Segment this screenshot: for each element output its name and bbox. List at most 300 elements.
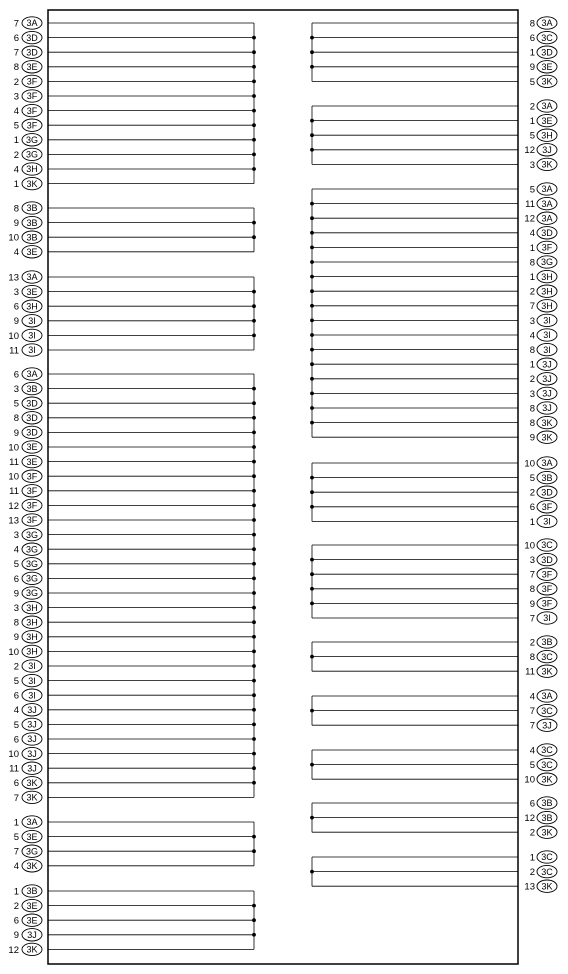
pin-number: 4	[13, 705, 19, 717]
connector-row	[310, 270, 557, 283]
pin-number: 8	[13, 617, 19, 629]
connector-code: 3G	[25, 846, 39, 857]
junction-dot	[310, 406, 314, 410]
connector-row	[14, 572, 256, 585]
junction-dot	[310, 289, 314, 293]
connector-row	[310, 402, 557, 415]
connector-code: 3D	[541, 554, 553, 565]
pin-number: 6	[13, 301, 19, 313]
junction-dot	[252, 167, 256, 171]
connector-row	[14, 177, 254, 190]
connector-code: 3F	[26, 105, 38, 116]
junction-dot	[252, 94, 256, 98]
connector-code: 3A	[26, 817, 38, 828]
pin-number: 7	[13, 47, 19, 59]
connector-group	[310, 690, 557, 732]
connector-code: 3A	[26, 272, 38, 283]
connector-row	[8, 943, 254, 956]
pin-number: 5	[13, 676, 19, 687]
pin-number: 10	[524, 540, 535, 552]
connector-code: 3E	[26, 62, 38, 72]
junction-dot	[310, 333, 314, 337]
pin-number: 7	[529, 569, 535, 581]
connector-code: 3A	[541, 198, 553, 209]
connector-code: 3F	[541, 502, 553, 512]
junction-dot	[252, 650, 256, 654]
pin-number: 2	[13, 76, 19, 88]
connector-code: 3A	[541, 213, 553, 224]
pin-number: 3	[13, 384, 19, 395]
connector-code: 3F	[541, 569, 553, 580]
pin-number: 11	[9, 457, 19, 468]
connector-code: 3E	[26, 900, 38, 911]
junction-dot	[252, 723, 256, 727]
pin-number: 1	[13, 886, 19, 898]
connector-row	[310, 285, 557, 298]
connector-code: 3J	[27, 930, 37, 940]
junction-dot	[310, 362, 314, 366]
connector-code: 3F	[541, 242, 553, 253]
connector-code: 3D	[26, 47, 38, 58]
connector-code: 3H	[26, 632, 38, 642]
connector-row	[310, 256, 557, 269]
connector-row	[14, 163, 256, 176]
connector-row	[14, 543, 256, 556]
connector-row	[14, 674, 256, 687]
connector-row	[310, 46, 557, 59]
connector-code: 3E	[26, 831, 38, 842]
connector-code: 3E	[26, 915, 38, 926]
junction-dot	[310, 246, 314, 250]
connector-row	[14, 300, 256, 313]
pin-number: 4	[529, 330, 535, 342]
junction-dot	[252, 577, 256, 581]
connector-row	[310, 387, 557, 400]
junction-dot	[252, 109, 256, 113]
connector-code: 3C	[541, 705, 553, 716]
junction-dot	[310, 421, 314, 425]
pin-number: 5	[13, 398, 19, 410]
pin-number: 9	[13, 930, 19, 942]
connector-code: 3G	[25, 544, 39, 555]
pin-number: 6	[529, 33, 535, 44]
pin-number: 10	[8, 646, 19, 658]
pin-number: 2	[13, 661, 19, 673]
junction-dot	[310, 763, 314, 767]
connector-code: 3H	[541, 301, 553, 311]
connector-code: 3I	[28, 690, 36, 701]
pin-number: 4	[13, 544, 19, 556]
connector-code: 3B	[26, 203, 38, 214]
pin-number: 11	[9, 345, 19, 357]
connector-row	[8, 499, 255, 512]
junction-dot	[252, 123, 256, 127]
junction-dot	[252, 304, 256, 308]
junction-dot	[310, 348, 314, 352]
pin-number: 3	[13, 91, 19, 103]
pin-number: 8	[529, 584, 535, 596]
connector-row	[312, 431, 557, 444]
pin-number: 2	[529, 487, 535, 499]
pin-number: 6	[529, 798, 535, 810]
connector-row	[310, 329, 557, 342]
connector-code: 3K	[541, 827, 553, 838]
pin-number: 12	[8, 944, 19, 956]
connector-row	[9, 344, 254, 357]
panel-frame	[48, 10, 518, 964]
connector-code: 3H	[26, 164, 38, 175]
connector-group	[310, 636, 557, 678]
pin-number: 2	[529, 374, 535, 386]
pin-number: 7	[13, 18, 19, 30]
connector-row	[14, 791, 254, 804]
pin-number: 7	[529, 613, 535, 625]
connector-row	[14, 61, 256, 74]
connector-code: 3I	[28, 345, 36, 356]
pin-number: 12	[524, 813, 535, 824]
pin-number: 4	[13, 164, 19, 176]
connector-code: 3J	[542, 720, 552, 731]
connector-code: 3H	[26, 617, 38, 628]
connector-code: 3F	[26, 91, 38, 102]
pin-number: 5	[13, 559, 19, 571]
connector-row	[14, 587, 256, 600]
pin-number: 5	[529, 760, 535, 771]
left-connector-groups	[8, 17, 255, 956]
connector-code: 3A	[541, 691, 553, 702]
connector-row	[310, 758, 557, 771]
junction-dot	[252, 334, 256, 338]
connector-code: 3A	[26, 18, 38, 29]
connector-row	[310, 583, 557, 596]
junction-dot	[252, 606, 256, 610]
connector-code: 3H	[26, 301, 38, 312]
junction-dot	[310, 319, 314, 323]
junction-dot	[252, 620, 256, 624]
connector-code: 3I	[28, 316, 36, 326]
connector-code: 3D	[26, 32, 38, 43]
connector-row	[14, 914, 256, 927]
connector-code: 3D	[26, 413, 38, 423]
pin-number: 1	[529, 242, 535, 254]
connector-code: 3K	[541, 76, 553, 87]
connector-row	[14, 601, 256, 614]
connector-code: 3J	[542, 374, 552, 384]
connector-row	[310, 597, 557, 610]
connector-group	[310, 183, 557, 444]
pin-number: 2	[529, 101, 535, 113]
connector-code: 3F	[541, 584, 553, 594]
connector-code: 3I	[28, 675, 36, 686]
connector-row	[310, 358, 557, 371]
pin-number: 6	[13, 369, 19, 381]
connector-code: 3B	[26, 383, 38, 394]
connector-row	[310, 31, 557, 44]
connector-row	[14, 777, 256, 790]
junction-dot	[252, 221, 256, 225]
pin-number: 8	[529, 18, 535, 30]
pin-number: 6	[13, 778, 19, 790]
connector-code: 3A	[541, 101, 553, 112]
connector-code: 3C	[541, 540, 553, 551]
connector-group	[8, 885, 255, 956]
connector-row	[310, 129, 557, 142]
connector-code: 3J	[27, 748, 37, 759]
connector-code: 3C	[541, 852, 553, 863]
connector-row	[14, 31, 256, 44]
connector-row	[14, 631, 256, 644]
connector-row	[14, 285, 256, 298]
connector-group	[14, 17, 256, 190]
connector-code: 3C	[541, 651, 553, 662]
connector-code: 3I	[28, 330, 36, 341]
connector-row	[310, 61, 557, 74]
connector-code: 3E	[541, 115, 553, 126]
junction-dot	[252, 664, 256, 668]
pin-number: 3	[13, 530, 19, 541]
connector-code: 3J	[542, 403, 552, 414]
connector-code: 3J	[27, 763, 37, 774]
connector-row	[9, 485, 256, 498]
pin-number: 4	[13, 861, 19, 873]
pin-number: 8	[529, 652, 535, 663]
junction-dot	[252, 387, 256, 391]
connector-row	[14, 860, 254, 873]
junction-dot	[252, 904, 256, 908]
connector-row	[312, 719, 557, 732]
connector-code: 3J	[542, 145, 552, 155]
connector-row	[14, 899, 256, 912]
junction-dot	[252, 474, 256, 478]
pin-number: 11	[525, 199, 535, 210]
connector-row	[312, 100, 557, 113]
connector-row	[14, 412, 256, 425]
connector-row	[14, 246, 254, 259]
junction-dot	[252, 752, 256, 756]
pin-number: 8	[529, 257, 535, 269]
junction-dot	[252, 445, 256, 449]
pin-number: 10	[8, 442, 19, 454]
connector-row	[8, 441, 255, 454]
connector-code: 3D	[26, 398, 38, 409]
connector-group	[310, 17, 557, 88]
connector-code: 3I	[543, 330, 551, 341]
pin-number: 10	[8, 330, 19, 342]
connector-code: 3G	[25, 573, 39, 584]
connector-row	[312, 797, 557, 810]
connector-row	[8, 231, 255, 244]
connector-code: 3K	[26, 861, 38, 871]
connector-code: 3D	[541, 487, 553, 498]
connector-code: 3F	[26, 471, 38, 482]
connector-row	[312, 183, 557, 196]
pin-number: 9	[13, 316, 19, 328]
pin-number: 4	[13, 106, 19, 117]
pin-number: 11	[9, 763, 19, 775]
pin-number: 9	[529, 598, 535, 610]
junction-dot	[310, 216, 314, 220]
pin-number: 5	[529, 184, 535, 196]
connector-code: 3K	[541, 159, 553, 170]
connector-row	[312, 515, 557, 528]
pin-number: 10	[524, 458, 535, 470]
connector-row	[14, 90, 256, 103]
connector-row	[310, 343, 557, 356]
connector-code: 3D	[541, 228, 553, 238]
connector-code: 3K	[541, 432, 553, 443]
connector-row	[8, 747, 255, 760]
pin-number: 1	[529, 516, 535, 528]
pin-number: 7	[13, 792, 19, 804]
connector-code: 3D	[26, 427, 38, 438]
connector-group	[8, 271, 255, 357]
connector-row	[310, 811, 557, 824]
connector-row	[310, 416, 557, 429]
connector-row	[14, 75, 256, 88]
pin-number: 10	[524, 774, 535, 786]
connector-row	[14, 660, 256, 673]
pin-number: 10	[8, 749, 19, 760]
pin-number: 7	[529, 720, 535, 732]
connector-row	[310, 197, 557, 210]
connector-code: 3E	[26, 456, 38, 467]
junction-dot	[252, 65, 256, 69]
pin-number: 2	[13, 149, 19, 161]
connector-code: 3K	[26, 178, 38, 189]
connector-row	[8, 329, 255, 342]
pin-number: 8	[529, 418, 535, 429]
junction-dot	[310, 275, 314, 279]
pin-number: 4	[529, 691, 535, 703]
junction-dot	[310, 587, 314, 591]
connector-row	[14, 368, 254, 381]
connector-row	[310, 114, 557, 127]
connector-row	[310, 568, 557, 581]
connector-row	[8, 271, 254, 284]
connector-code: 3H	[26, 602, 38, 613]
connector-row	[14, 689, 256, 702]
connector-row	[14, 382, 256, 395]
pin-number: 11	[9, 486, 19, 498]
pin-number: 13	[8, 272, 19, 284]
junction-dot	[310, 304, 314, 308]
connector-group	[310, 851, 557, 893]
pin-number: 1	[529, 116, 535, 127]
connector-row	[14, 119, 256, 132]
connector-code: 3A	[541, 18, 553, 29]
connector-code: 3J	[27, 705, 37, 715]
junction-dot	[252, 36, 256, 40]
pin-number: 8	[13, 62, 19, 74]
connector-code: 3K	[26, 792, 38, 803]
connector-code: 3K	[541, 774, 553, 785]
pin-number: 9	[529, 432, 535, 444]
connector-code: 3G	[25, 588, 39, 599]
connector-code: 3B	[26, 886, 38, 897]
connector-code: 3K	[541, 666, 553, 677]
connector-code: 3A	[26, 369, 38, 380]
connector-row	[312, 612, 557, 625]
connector-row	[14, 148, 256, 161]
connector-code: 3F	[26, 76, 38, 87]
connector-code: 3I	[543, 315, 551, 326]
connector-row	[14, 558, 256, 571]
junction-dot	[252, 835, 256, 839]
pin-number: 12	[524, 145, 535, 157]
connector-code: 3F	[26, 500, 38, 511]
connector-row	[14, 885, 254, 898]
connector-row	[310, 227, 557, 240]
connector-code: 3I	[543, 516, 551, 527]
pin-number: 10	[8, 471, 19, 483]
pin-number: 9	[13, 427, 19, 439]
connector-row	[14, 845, 256, 858]
connector-row	[310, 471, 557, 484]
connector-row	[14, 216, 256, 229]
pin-number: 8	[13, 413, 19, 425]
connector-group	[310, 797, 557, 839]
connector-code: 3H	[26, 646, 38, 657]
connector-row	[312, 880, 557, 893]
pin-number: 2	[529, 286, 535, 298]
connector-row	[312, 457, 557, 470]
connector-code: 3G	[25, 529, 39, 540]
pin-number: 5	[529, 473, 535, 484]
connector-row	[310, 553, 557, 566]
junction-dot	[252, 489, 256, 493]
junction-dot	[252, 679, 256, 683]
connector-row	[312, 17, 557, 30]
junction-dot	[310, 50, 314, 54]
connector-row	[312, 158, 557, 171]
connector-code: 3K	[541, 417, 553, 428]
connector-row	[310, 486, 557, 499]
connector-row	[312, 539, 557, 552]
pin-number: 3	[13, 287, 19, 298]
junction-dot	[252, 235, 256, 239]
connector-row	[310, 241, 557, 254]
junction-dot	[310, 133, 314, 137]
junction-dot	[310, 709, 314, 713]
junction-dot	[310, 476, 314, 480]
connector-code: 3E	[26, 442, 38, 453]
connector-row	[14, 929, 256, 942]
connector-row	[310, 865, 557, 878]
junction-dot	[252, 401, 256, 405]
pin-number: 4	[13, 247, 19, 259]
connector-row	[312, 851, 557, 864]
connector-row	[310, 501, 557, 514]
junction-dot	[310, 202, 314, 206]
connector-group	[310, 744, 557, 786]
pin-number: 5	[13, 120, 19, 132]
pin-number: 1	[13, 179, 19, 190]
connector-code: 3I	[543, 613, 551, 624]
pin-number: 9	[13, 588, 19, 600]
pin-number: 3	[13, 603, 19, 614]
pin-number: 4	[529, 745, 535, 757]
pin-number: 1	[529, 359, 535, 371]
connector-code: 3B	[541, 472, 553, 483]
connector-row	[310, 650, 557, 663]
pin-number: 7	[13, 846, 19, 858]
junction-dot	[252, 933, 256, 937]
connector-code: 3G	[25, 559, 39, 569]
junction-dot	[252, 781, 256, 785]
connector-code: 3K	[26, 944, 38, 955]
junction-dot	[310, 816, 314, 820]
connector-row	[310, 144, 557, 157]
